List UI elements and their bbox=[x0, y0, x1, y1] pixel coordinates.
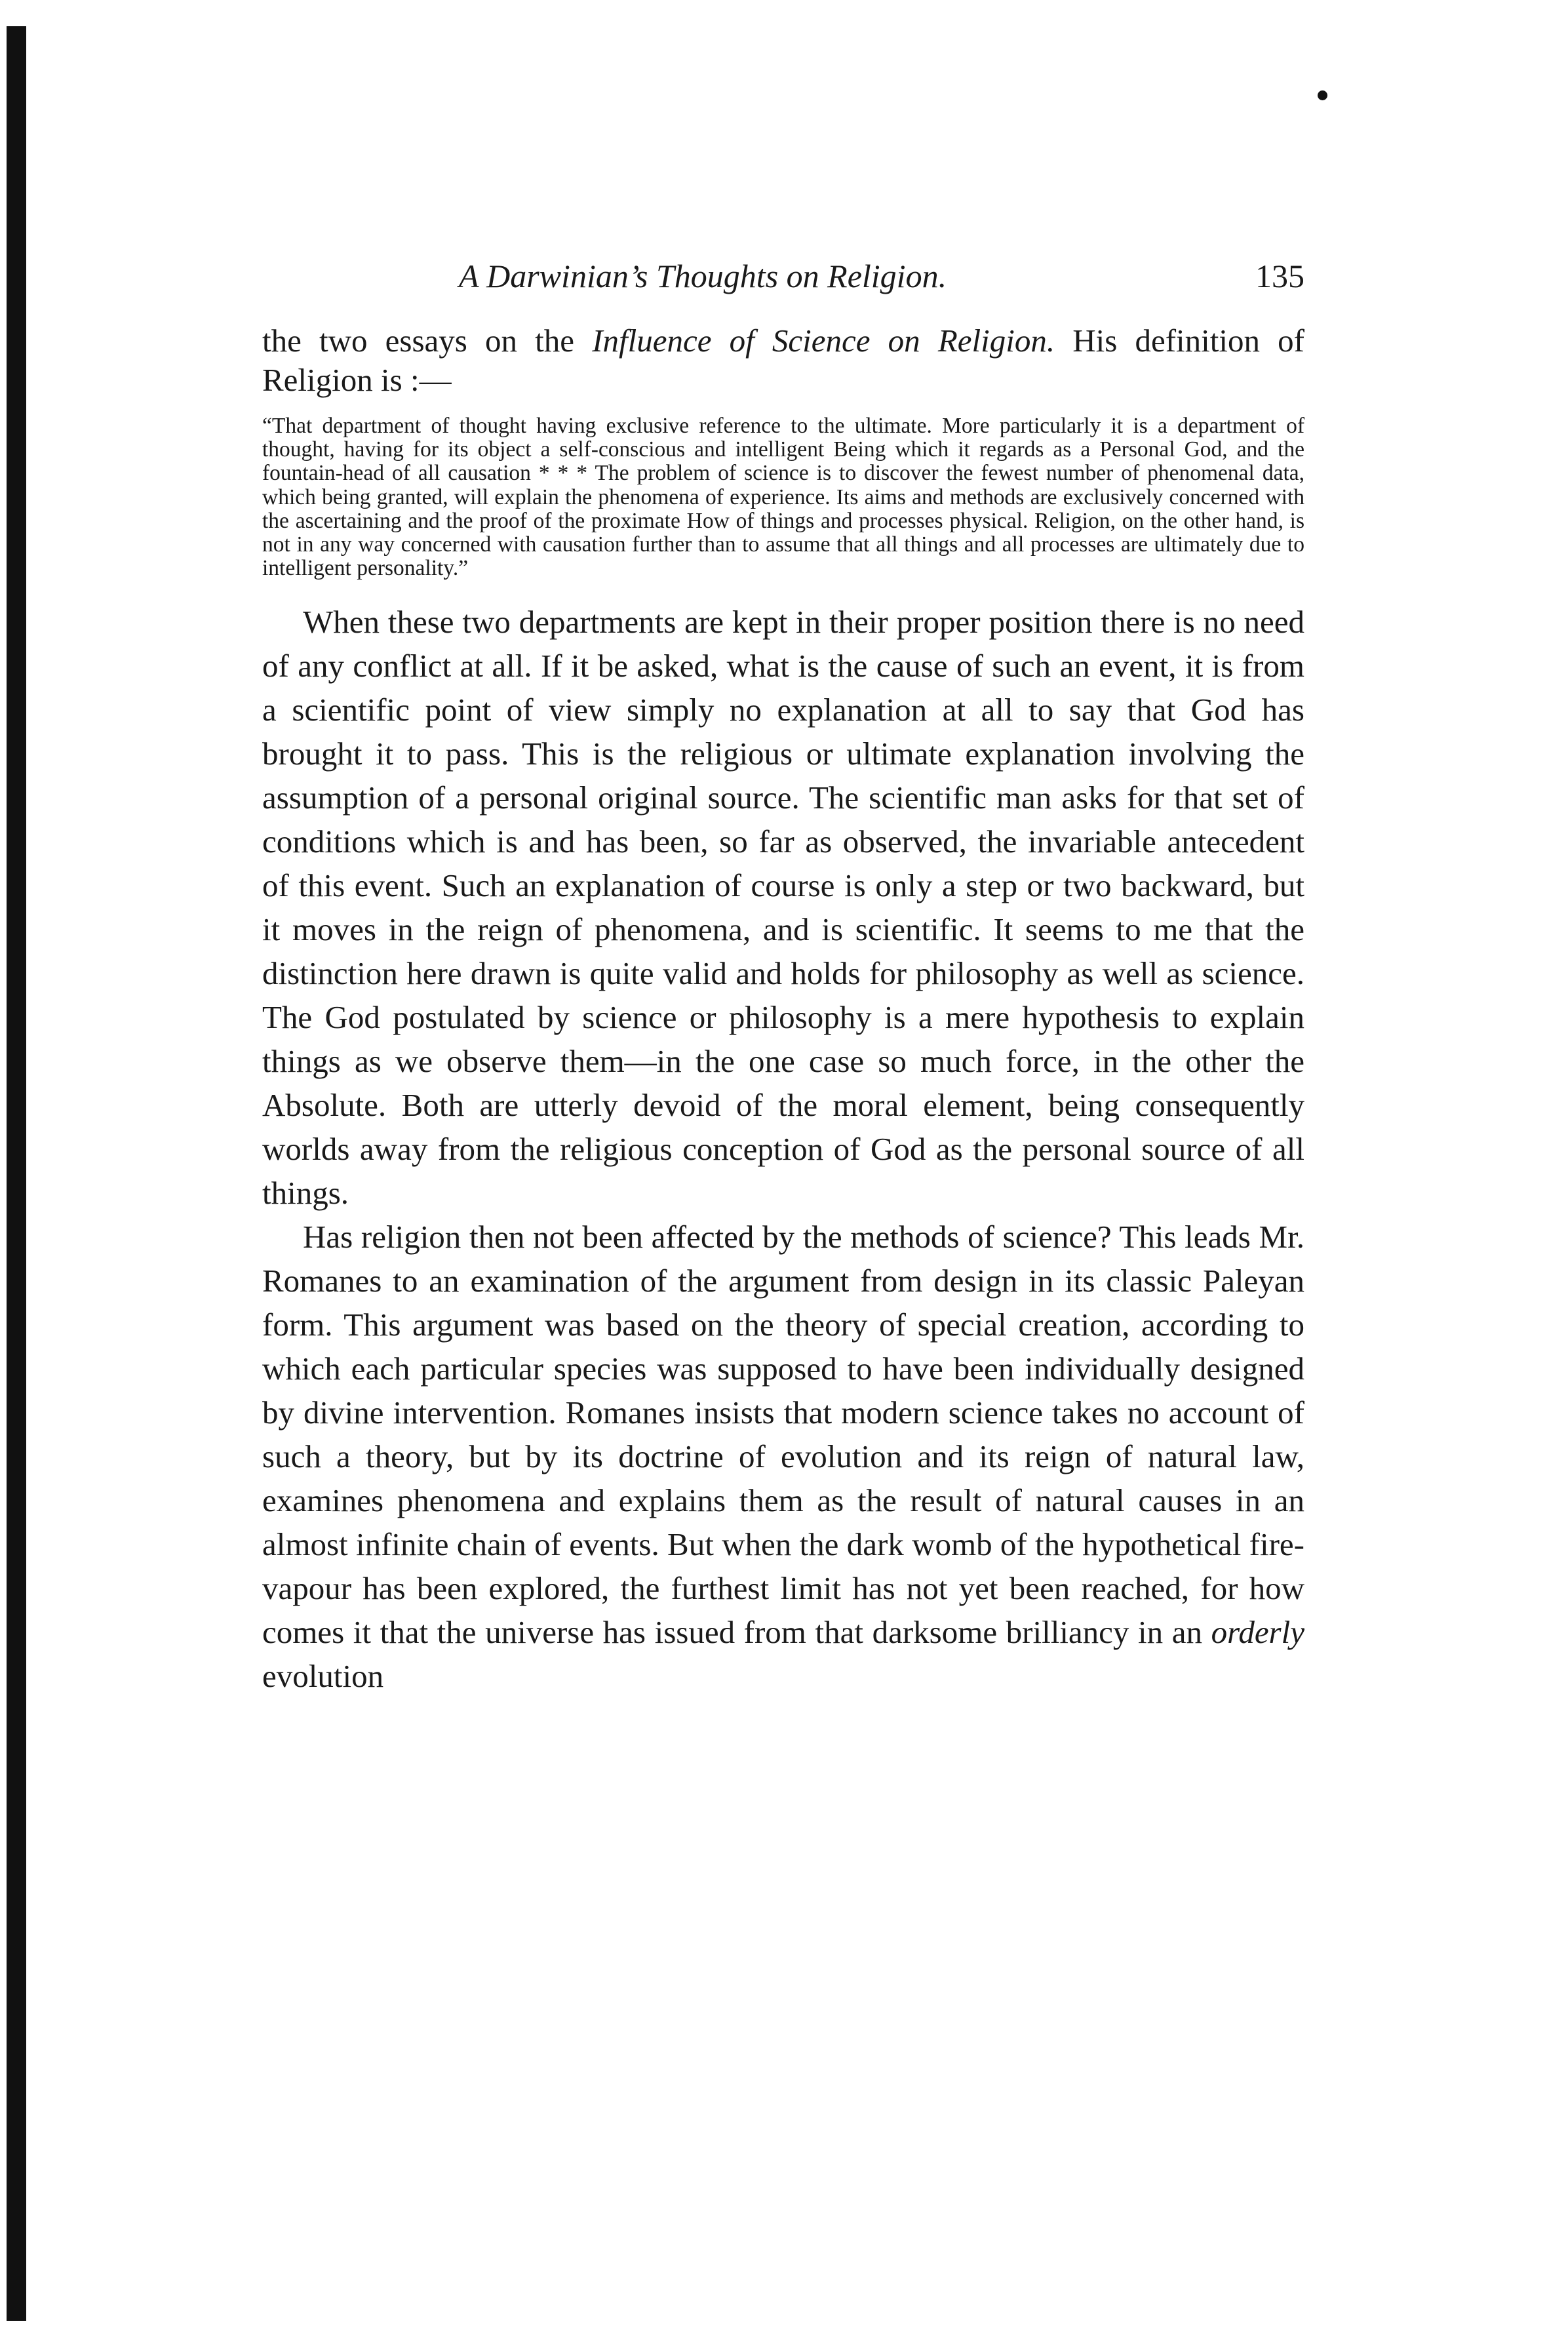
book-page bbox=[262, 257, 1304, 1698]
emphasis-orderly: orderly bbox=[1211, 1614, 1304, 1651]
ink-speck bbox=[1318, 90, 1327, 100]
intro-text-before: the two essays on the bbox=[262, 323, 593, 359]
paragraph-text-after: evolution bbox=[262, 1658, 384, 1695]
paragraph-design-argument bbox=[262, 1215, 1304, 1698]
binding-edge-shadow bbox=[7, 26, 26, 2321]
intro-book-title: Influence of Science on Religion. bbox=[592, 323, 1055, 359]
intro-text-after: His definition of Religion is :— bbox=[262, 323, 1304, 398]
page-number: 135 bbox=[1255, 258, 1304, 294]
paragraph-text-before: Has religion then not been affected by the methods of science? This leads Mr. Romanes to an examination of the argument from design in its classic Paleyan form. This argument was based on the theory of special creation, according to which each particular species was supposed to have been individually designed by divine intervention. Romanes insists that modern science takes no account of such a theory, but by its doctrine of evolution and its reign of natural law, examines phenomena and explains them as the result of natural causes in an almost infinite chain of events. But when the dark womb of the hypothetical fire-vapour has been explored, the furthest limit has not yet been reached, for how comes it that the universe has issued from that darksome brilliancy in an bbox=[262, 1219, 1304, 1651]
intro-paragraph bbox=[262, 321, 1304, 400]
running-title: A Darwinian’s Thoughts on Religion. bbox=[459, 258, 947, 294]
paragraph-departments: When these two departments are kept in their proper position there is no need of any conflict at all. If it be asked, what is the cause of such an event, it is from a scientific point of view simply no explanation at all to say that God has brought it to pass. This is the religious or ultimate explanation involving the assumption of a personal original source. The scientific man asks for that set of conditions which is and has been, so far as observed, the invariable antecedent of this event. Such an explanation of course is only a step or two backward, but it moves in the reign of phenomena, and is scientific. It seems to me that the distinction here drawn is quite valid and holds for philosophy as well as science. The God postulated by science or philosophy is a mere hypothesis to explain things as we observe them—in the one case so much force, in the other the Absolute. Both are utterly devoid of the moral element, being consequently worlds away from the religious conception of God as the personal source of all things. bbox=[262, 604, 1304, 1212]
block-quote: “That department of thought having exclusive reference to the ultimate. More particularly it is a department of thought, having for its object a self-conscious and intelligent Being which it regards as a Personal God, and the fountain-head of all causation * * * The problem of science is to discover the fewest number of phenomenal data, which being granted, will explain the phenomena of experience. Its aims and methods are exclusively concerned with the ascertaining and the proof of the proximate How of things and processes physical. Religion, on the other hand, is not in any way concerned with causation further than to assume that all things and all processes are ultimately due to intelligent personality.” bbox=[262, 414, 1304, 581]
running-head bbox=[262, 257, 1304, 296]
